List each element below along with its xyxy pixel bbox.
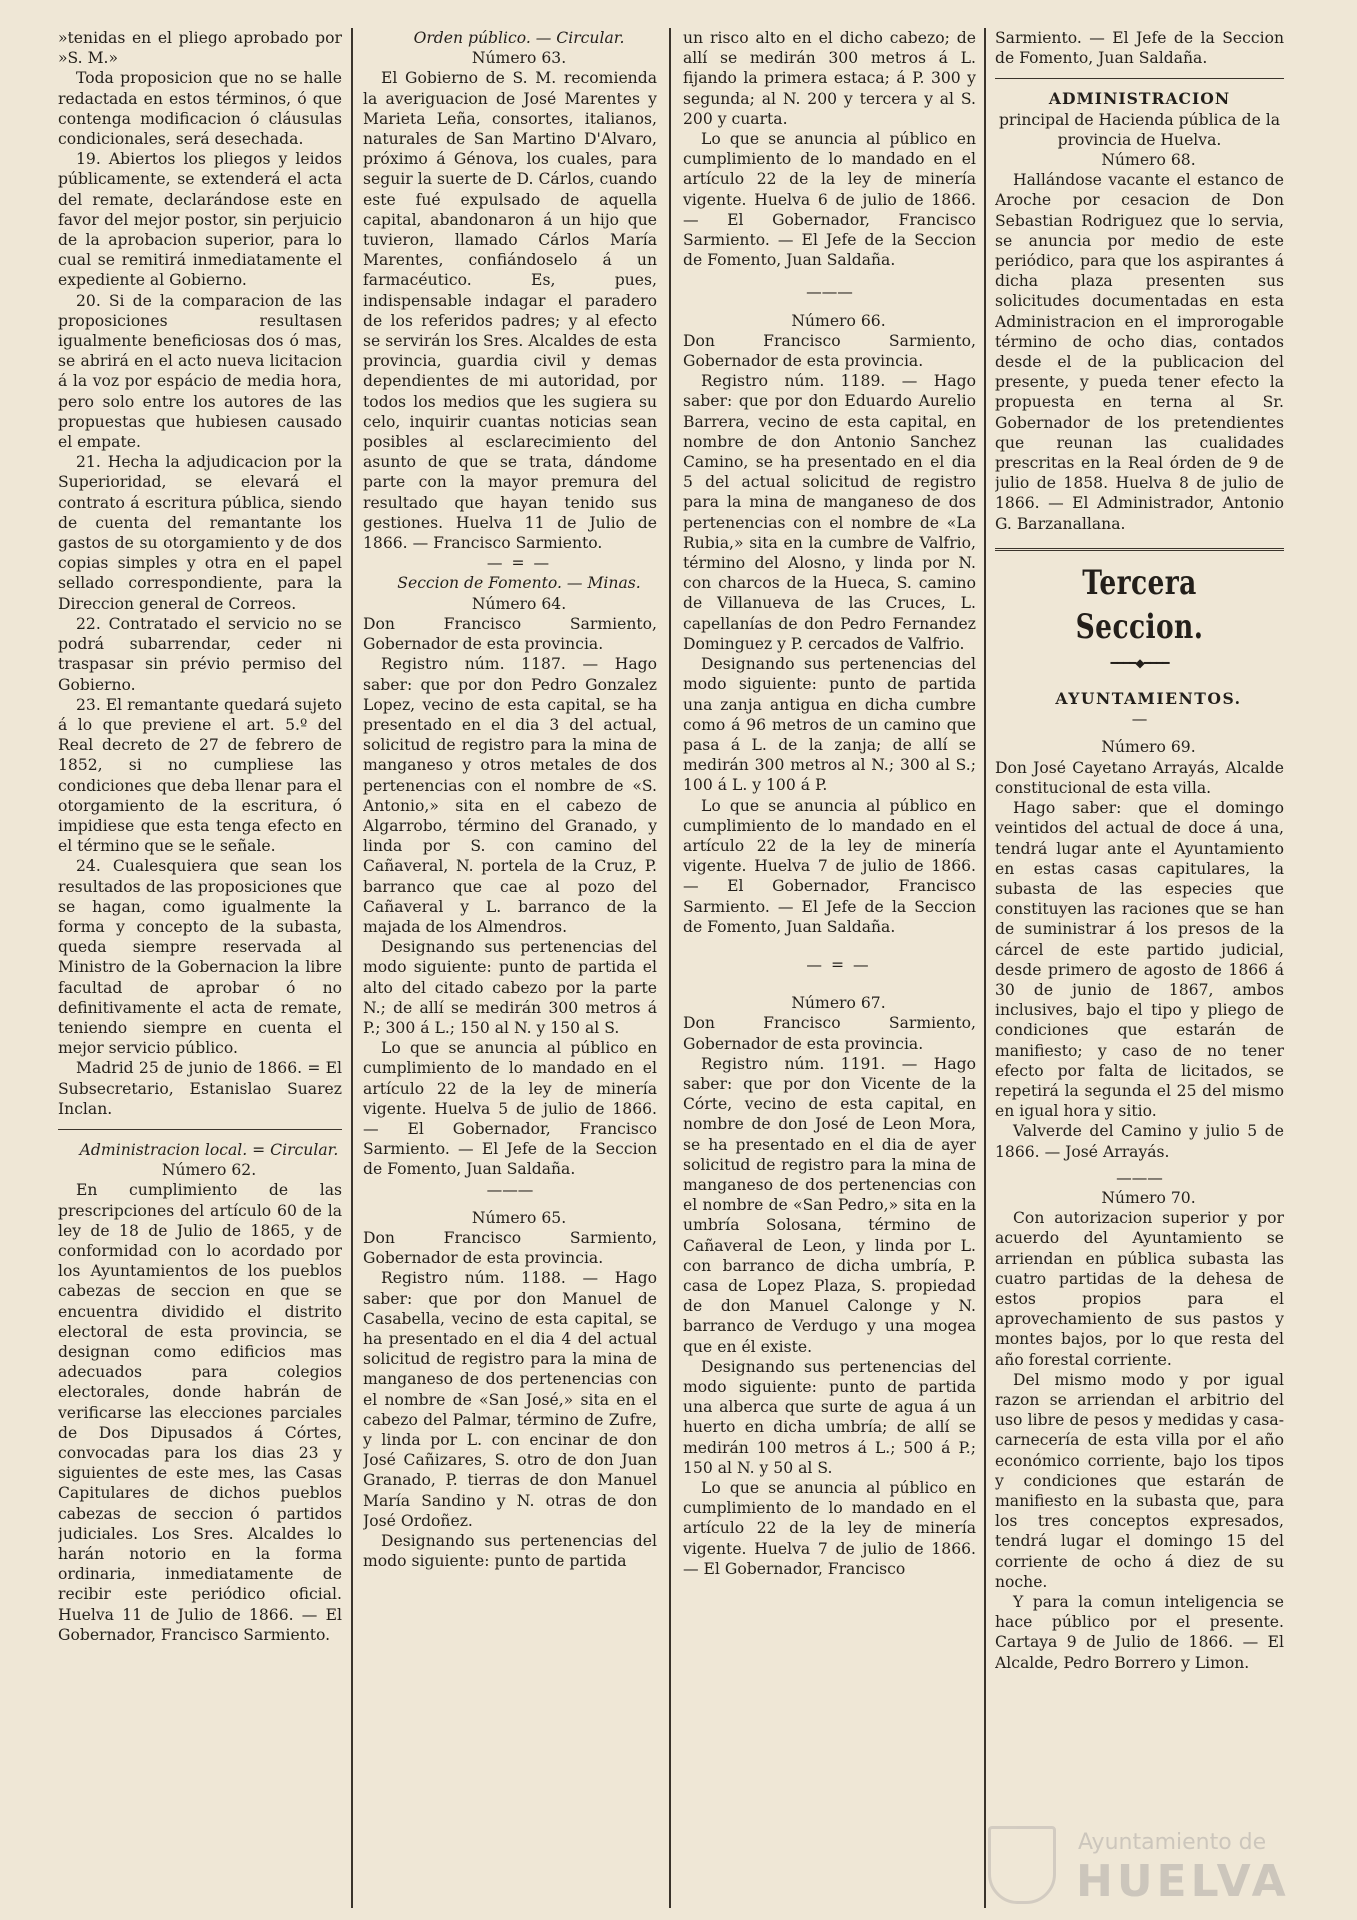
paragraph: Lo que se anuncia al público en cumplimiento de lo mandado en el artículo 22 de la ley de minería vigente. Huelva 7 de julio de 1866. — El Gobernador, Francisco xyxy=(683,1479,976,1578)
paragraph: Y para la comun inteligencia se hace público por el presente. Cartaya 9 de Julio de 1866. — El Alcalde, Pedro Borrero y Limon. xyxy=(995,1593,1284,1672)
column-3 xyxy=(683,28,976,1908)
paragraph: 20. Si de la comparacion de las proposiciones resultasen igualmente beneficiosas dos ó mas, se abrirá en el acto nueva licitacion á la voz por espácio de media hora, pero solo entre los autores de las propuestas que hubiesen causado el empate. xyxy=(58,291,342,452)
separator: — = — xyxy=(486,554,552,573)
column-1 xyxy=(58,28,342,1908)
paragraph: Designando sus pertenencias del modo siguiente: punto de partida una zanja antigua en dicha cumbre como á 96 metros de un camino que pasa á L. de la zanja; de allí se medirán 300 metros al N.; 300 al S.; 100 á L. y 100 á P. xyxy=(683,655,976,795)
paragraph: Don Francisco Sarmiento, Gobernador de esta provincia. xyxy=(683,331,976,371)
paragraph: 19. Abiertos los pliegos y leidos públicamente, se extenderá el acta del remate, declarándose este en favor del mejor postor, sin perjuicio de la aprobacion superior, para lo cual se remitirá inmediatamente el expediente al Gobierno. xyxy=(58,150,342,290)
section-title: Tercera Seccion. xyxy=(1075,562,1204,647)
notice-number: Número 68. xyxy=(1101,151,1196,170)
paragraph: Con autorizacion superior y por acuerdo del Ayuntamiento se arriendan en pública subasta las cuatro partidas de la dehesa de estos propios para el aprovechamiento de sus pastos y montes bajos, por lo que resta del año forestal corriente. xyxy=(995,1209,1284,1369)
paragraph: 23. El remantante quedará sujeto á lo que previene el art. 5.º del Real decreto de 27 de febrero de 1852, si no cumpliese las condiciones que deba llenar para el otorgamiento de la escritura, ó impidiese que esta tenga efecto en el término que se le señale. xyxy=(58,695,342,856)
column-rule xyxy=(669,28,671,1908)
paragraph: Hago saber: que el domingo veintidos del actual de doce á una, tendrá lugar ante el Ayuntamiento en estas casas capitulares, la subasta de las especies que constituyen las raciones que se han de suministrar á los presos de la cárcel de este partido judicial, desde primero de agosto de 1866 á 30 de junio de 1867, ambos inclusives, bajo el tipo y pliego de condiciones que estarán de manifiesto; y caso de no tener efecto por falta de licitados, se repetirá la segunda el 25 del mismo en igual hora y sitio. xyxy=(995,799,1284,1121)
separator: — = — xyxy=(806,955,871,974)
notice-number: Número 65. xyxy=(471,1208,567,1227)
divider xyxy=(995,548,1284,551)
notice-number: Número 64. xyxy=(471,594,567,613)
divider: ——— xyxy=(486,1180,534,1199)
paragraph: Del mismo modo y por igual razon se arriendan el arbitrio del uso libre de pesos y medidas y casa-carnecería de esta villa por el año económico corriente, bajo los tipos y condiciones que estarán de manifiesto en la subasta que, para los tres conceptos expresados, tendrá lugar el domingo 15 del corriente de ocho á diez de su noche. xyxy=(995,1370,1284,1591)
column-4 xyxy=(995,28,1284,1908)
paragraph: Lo que se anuncia al público en cumplimiento de lo mandado en el artículo 22 de la ley de minería vigente. Huelva 5 de julio de 1866. — El Gobernador, Francisco Sarmiento. — El Jefe de la Seccion de Fomento, Juan Saldaña. xyxy=(363,1039,657,1179)
column-2 xyxy=(363,28,657,1908)
paragraph: Valverde del Camino y julio 5 de 1866. — José Arrayás. xyxy=(995,1122,1284,1161)
section-heading: AYUNTAMIENTOS. xyxy=(1055,689,1242,709)
paragraph: Don Francisco Sarmiento, Gobernador de esta provincia. xyxy=(363,614,657,654)
divider: ——— xyxy=(1116,1168,1163,1187)
divider: — xyxy=(1131,710,1148,729)
section-heading: ADMINISTRACION xyxy=(1048,89,1231,109)
paragraph: 22. Contratado el servicio no se podrá subarrendar, ceder ni traspasar sin prévio permiso del Gobierno. xyxy=(58,614,342,694)
paragraph: Registro núm. 1191. — Hago saber: que por don Vicente de la Córte, vecino de esta capital, en nombre de don José de Leon Mora, se ha presentado en el dia de ayer solicitud de registro para la mina de manganeso de dos pertenencias con el nombre de «San Pedro,» sita en la umbría Solosana, término de Cañaveral de Leon, y linda por L. con barranco de dicha umbría, P. casa de Lopez Plaza, S. propiedad de don Manuel Calonge y N. barranco de Verdugo y una mogea que en él existe. xyxy=(683,1054,976,1356)
paragraph: Don Francisco Sarmiento, Gobernador de esta provincia. xyxy=(683,1014,976,1053)
column-rule xyxy=(984,28,986,1908)
paragraph: 21. Hecha la adjudicacion por la Superioridad, se elevará el contrato á escritura pública, siendo de cuenta del remantante los gastos de su otorgamiento y de dos copias simples y otra en el papel sellado correspondiente, para la Direccion general de Correos. xyxy=(58,453,342,613)
notice-number: Número 67. xyxy=(791,994,886,1013)
paragraph: Registro núm. 1189. — Hago saber: que por don Eduardo Aurelio Barrera, vecino de esta capital, en nombre de don Antonio Sanchez Camino, se ha presentado en el dia 5 del actual solicitud de registro para la mina de manganeso de dos pertenencias con el nombre de «La Rubia,» sita en la cumbre de Valfrio, término del Alosno, y linda por N. con charcos de la Hueca, S. camino de Villanueva de las Cruces, L. capellanías de don Pedro Fernandez Dominguez y P. cercados de Valfrio. xyxy=(683,372,976,653)
paragraph: Don José Cayetano Arrayás, Alcalde constitucional de esta villa. xyxy=(995,758,1284,797)
paragraph: Registro núm. 1187. — Hago saber: que por don Pedro Gonzalez Lopez, vecino de esta capital, se ha presentado en el dia 3 del actual, solicitud de registro para la mina de manganeso y otros metales de dos pertenencias con el nombre de «S. Antonio,» sita en el cabezo de Algarrobo, término del Granado, y linda por S. con camino del Cañaveral, N. portela de la Cruz, P. barranco que cae al pozo del Cañaveral y L. barranco de la majada de los Almendros. xyxy=(363,655,657,936)
paragraph: En cumplimiento de las prescripciones del artículo 60 de la ley de 18 de Julio de 1865, y de conformidad con lo acordado por los Ayuntamientos de los pueblos cabezas de seccion en que se encuentra dividido el distrito electoral de esta provincia, se designan como edificios mas adecuados para colegios electorales, donde habrán de verificarse las elecciones parciales de Dos Dipusados á Córtes, convocadas para los dias 23 y siguientes de este mes, las Casas Capitulares de dichos pueblos cabezas de seccion ó partidos judiciales. Los Sres. Alcaldes lo harán notorio en la forma ordinaria, inmediatamente de recibir este periódico oficial. Huelva 11 de Julio de 1866. — El Gobernador, Francisco Sarmiento. xyxy=(58,1181,342,1644)
notice-number: Número 70. xyxy=(1101,1188,1196,1207)
paragraph: Registro núm. 1188. — Hago saber: que por don Manuel de Casabella, vecino de esta capital, se ha presentado en el dia 4 del actual solicitud de registro para la mina de manganeso de dos pertenencias con el nombre de «San José,» sita en el cabezo del Palmar, término de Zufre, y linda por L. con encinar de don José Cañizares, S. otro de don Juan Granado, P. tierras de don Manuel María Sandino y N. otras de don José Ordoñez. xyxy=(363,1269,657,1530)
paragraph: El Gobierno de S. M. recomienda la averiguacion de José Marentes y Marieta Leña, consortes, italianos, naturales de San Martino D'Alvaro, próximo á Génova, los cuales, para seguir la suerte de D. Cárlos, cuando este fué expulsado de aquella capital, abandonaron á un hijo que tuvieron, llamado Cárlos María Marentes, confiándoselo á un farmacéutico. Es, pues, indispensable indagar el paradero de los referidos padres; y al efecto se servirán los Sres. Alcaldes de esta provincia, guardia civil y demas dependientes de mi autoridad, por todos los medios que les sugiera su celo, inquirir cuantas noticias sean posibles al esclarecimiento del asunto de que se trata, dándome parte con la mayor premura del resultado que hayan tenido sus gestiones. Huelva 11 de Julio de 1866. — Francisco Sarmiento. xyxy=(363,69,657,553)
notice-number: Número 62. xyxy=(161,1161,257,1180)
divider xyxy=(58,1129,342,1130)
shield-icon xyxy=(988,1826,1056,1904)
paragraph: Hallándose vacante el estanco de Aroche por cesacion de Don Sebastian Rodriguez que lo servia, se anuncia por medio de este periódico, para que los aspirantes á dicha plaza presenten sus solicitudes documentadas en esta Administracion en el improrogable término de ocho dias, contados desde el de la publicacion del presente, y pueda tener efecto la propuesta en terna al Sr. Gobernador de los pretendientes que reunan las cualidades prescritas en la Real órden de 9 de julio de 1858. Huelva 8 de julio de 1866. — El Administrador, Antonio G. Barzanallana. xyxy=(995,171,1284,533)
paragraph: Designando sus pertenencias del modo siguiente: punto de partida xyxy=(363,1532,657,1571)
notice-number: Número 69. xyxy=(1101,738,1196,757)
paragraph: Sarmiento. — El Jefe de la Seccion de Fomento, Juan Saldaña. xyxy=(995,29,1284,68)
paragraph: Lo que se anuncia al público en cumplimiento de lo mandado en el artículo 22 de la ley de minería vigente. Huelva 7 de julio de 1866. — El Gobernador, Francisco Sarmiento. — El Jefe de la Seccion de Fomento, Juan Saldaña. xyxy=(683,796,976,936)
paragraph: Toda proposicion que no se halle redactada en estos términos, ó que contenga modificacion ó cláusulas condicionales, será desechada. xyxy=(58,69,342,149)
watermark-bottom: HUELVA xyxy=(1076,1856,1290,1907)
paragraph: 24. Cualesquiera que sean los resultados de las proposiciones que se hagan, como igualmente la forma y concepto de la subasta, queda siempre reservada al Ministro de la Gobernacion la libre facultad de aprobar ó no definitivamente el acta de remate, teniendo siempre en cuenta el mejor servicio público. xyxy=(58,857,342,1058)
column-rule xyxy=(351,28,353,1908)
section-heading: Orden público. — Circular. xyxy=(413,29,625,47)
divider: ——— xyxy=(806,283,853,302)
paragraph: Lo que se anuncia al público en cumplimiento de lo mandado en el artículo 22 de la ley de minería vigente. Huelva 6 de julio de 1866. — El Gobernador, Francisco Sarmiento. — El Jefe de la Seccion de Fomento, Juan Saldaña. xyxy=(683,130,976,270)
paragraph: un risco alto en el dicho cabezo; de allí se medirán 300 metros á L. fijando la primera estaca; á P. 300 y segunda; al N. 200 y tercera y al S. 200 y cuarta. xyxy=(683,29,976,128)
paragraph: Designando sus pertenencias del modo siguiente: punto de partida el alto del citado cabezo por la parte N.; de allí se medirán 300 metros á P.; 300 á L.; 150 al N. y 150 al S. xyxy=(363,938,657,1037)
section-heading: Administracion local. = Circular. xyxy=(79,1140,339,1159)
divider xyxy=(995,78,1284,79)
section-heading: Seccion de Fomento. — Minas. xyxy=(397,574,641,593)
watermark-top: Ayuntamiento de xyxy=(1078,1830,1267,1855)
signature: Madrid 25 de junio de 1866. = El Subsecretario, Estanislao Suarez Inclan. xyxy=(58,1059,342,1118)
paragraph: Don Francisco Sarmiento, Gobernador de esta provincia. xyxy=(363,1228,657,1268)
ornament: ━━━━◆━━━━ xyxy=(1110,655,1169,670)
section-subheading: principal de Hacienda pública de la provincia de Huelva. xyxy=(998,110,1281,149)
paragraph: »tenidas en el pliego aprobado por »S. M.» xyxy=(58,29,342,68)
watermark xyxy=(988,1820,1290,1907)
notice-number: Número 63. xyxy=(471,49,567,68)
notice-number: Número 66. xyxy=(791,311,886,330)
paragraph: Designando sus pertenencias del modo siguiente: punto de partida una alberca que surte de agua á un huerto en dicha umbría; de allí se medirán 100 metros á L.; 500 á P.; 150 al N. y 50 al S. xyxy=(683,1357,976,1477)
